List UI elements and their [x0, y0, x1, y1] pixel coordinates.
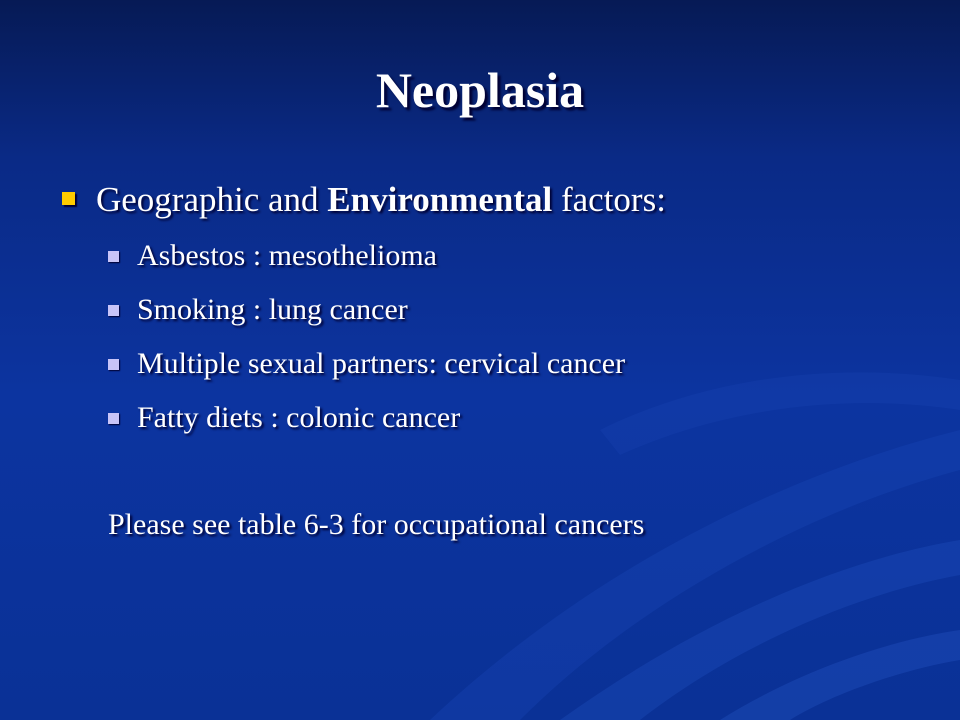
- sub-bullet-item: [108, 236, 908, 290]
- sub-bullet-text: Fatty diets : colonic cancer: [137, 401, 461, 434]
- square-bullet-icon: [108, 359, 119, 370]
- sub-bullet-item: [108, 290, 908, 344]
- slide-title: Neoplasia: [375, 62, 585, 118]
- main-bullet-text: [96, 178, 666, 222]
- sub-bullet-list: [108, 236, 908, 452]
- sub-bullet-item: [108, 398, 908, 452]
- sub-bullet-text: Multiple sexual partners: cervical cancer: [137, 347, 626, 380]
- main-bullet-text-after: factors:: [552, 180, 666, 219]
- main-bullet-text-bold: Environmental: [327, 180, 553, 219]
- square-bullet-icon: [62, 192, 75, 205]
- main-bullet-text-before: Geographic and: [96, 180, 328, 219]
- square-bullet-icon: [108, 305, 119, 316]
- square-bullet-icon: [108, 251, 119, 262]
- slide-note: Please see table 6-3 for occupational cancers: [108, 508, 645, 541]
- sub-bullet-text: Smoking : lung cancer: [137, 293, 408, 326]
- sub-bullet-item: [108, 344, 908, 398]
- sub-bullet-text: Asbestos : mesothelioma: [137, 239, 437, 272]
- square-bullet-icon: [108, 413, 119, 424]
- main-bullet: [62, 178, 922, 222]
